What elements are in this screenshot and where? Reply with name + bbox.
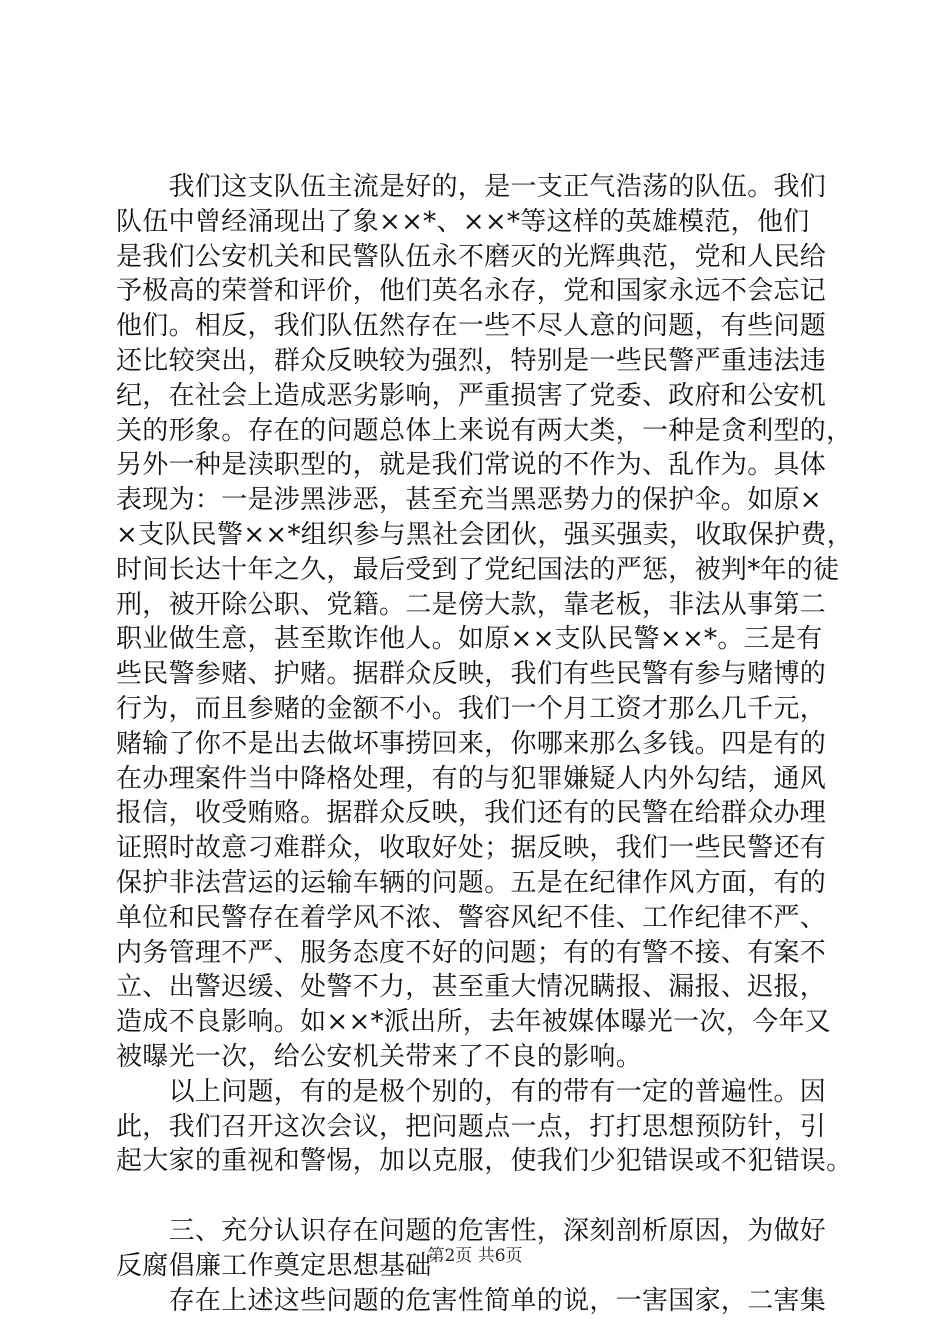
text-line: 以上问题，有的是极个别的，有的带有一定的普遍性。因 [116, 1076, 827, 1107]
paragraph-spacer [116, 1179, 836, 1214]
text-line: 还比较突出，群众反映较为强烈，特别是一些民警严重违法违 [116, 345, 827, 376]
text-line: 报信，收受贿赂。据群众反映，我们还有的民警在给群众办理 [116, 798, 827, 829]
text-line: 行为，而且参赌的金额不小。我们一个月工资才那么几千元， [116, 693, 827, 724]
text-line: 保护非法营运的运输车辆的问题。五是在纪律作风方面，有的 [116, 867, 827, 898]
document-body [116, 170, 854, 1318]
text-line: 刑，被开除公职、党籍。二是傍大款，靠老板，非法从事第二 [116, 589, 827, 620]
text-line: 存在上述这些问题的危害性简单的说，一害国家，二害集 [116, 1285, 827, 1316]
text-line: 些民警参赌、护赌。据群众反映，我们有些民警有参与赌博的 [116, 659, 827, 690]
text-line: 立、出警迟缓、处警不力，甚至重大情况瞒报、漏报、迟报， [116, 972, 827, 1003]
heading-line: 反腐倡廉工作奠定思想基础 [116, 1250, 432, 1281]
text-line: 被曝光一次，给公安机关带来了不良的影响。 [116, 1041, 643, 1072]
text-line: 表现为：一是涉黑涉恶，甚至充当黑恶势力的保护伞。如原× [116, 485, 822, 516]
text-line: 内务管理不严、服务态度不好的问题；有的有警不接、有案不 [116, 937, 827, 968]
text-line: 是我们公安机关和民警队伍永不磨灭的光辉典范，党和人民给 [116, 241, 827, 272]
text-line: 另外一种是渎职型的，就是我们常说的不作为、乱作为。具体 [116, 450, 827, 481]
text-line: 造成不良影响。如××*派出所，去年被媒体曝光一次，今年又 [116, 1007, 831, 1038]
text-line: 起大家的重视和警惕，加以克服，使我们少犯错误或不犯错误。 [116, 1146, 853, 1177]
paragraph-1 [116, 170, 854, 1075]
text-line: 队伍中曾经涌现出了象××*、××*等这样的英雄模范，他们 [116, 206, 810, 237]
text-line: 此，我们召开这次会议，把问题点一点，打打思想预防针，引 [116, 1111, 827, 1142]
page-number-footer: 第2页 共6页 [427, 1246, 523, 1266]
text-line: 在办理案件当中降格处理，有的与犯罪嫌疑人内外勾结，通风 [116, 763, 827, 794]
paragraph-2 [116, 1075, 853, 1179]
paragraph-3 [116, 1284, 836, 1319]
text-line: 证照时故意刁难群众，收取好处；据反映，我们一些民警还有 [116, 833, 827, 864]
text-line: 赌输了你不是出去做坏事捞回来，你哪来那么多钱。四是有的 [116, 728, 827, 759]
heading-line: 三、充分认识存在问题的危害性，深刻剖析原因，为做好 [116, 1215, 827, 1246]
text-line: 纪，在社会上造成恶劣影响，严重损害了党委、政府和公安机 [116, 380, 827, 411]
text-line: 关的形象。存在的问题总体上来说有两大类，一种是贪利型的， [116, 415, 853, 446]
text-line: 职业做生意，甚至欺诈他人。如原××支队民警××*。三是有 [116, 624, 823, 655]
text-line: 予极高的荣誉和评价，他们英名永存，党和国家永远不会忘记 [116, 276, 827, 307]
text-line: 单位和民警存在着学风不浓、警容风纪不佳、工作纪律不严、 [116, 902, 827, 933]
text-line: 时间长达十年之久，最后受到了党纪国法的严惩，被判*年的徒 [116, 554, 840, 585]
text-line: ×支队民警××*组织参与黑社会团伙，强买强卖，收取保护费， [116, 519, 854, 550]
text-line: 他们。相反，我们队伍然存在一些不尽人意的问题，有些问题 [116, 311, 827, 342]
text-line: 我们这支队伍主流是好的，是一支正气浩荡的队伍。我们 [116, 172, 827, 202]
